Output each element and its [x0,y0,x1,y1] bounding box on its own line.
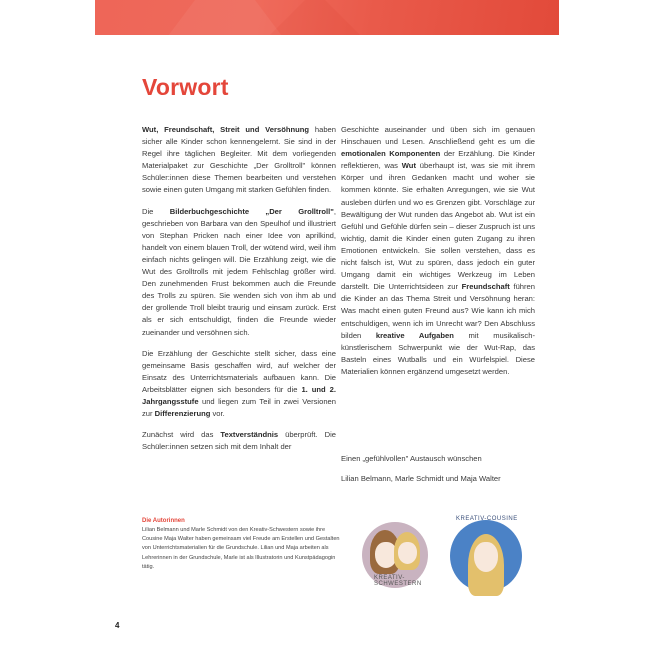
authors-heading: Die Autorinnen [142,518,185,524]
sisters-label: KREATIV-SCHWESTERN [374,575,422,587]
paragraph-intro [142,124,336,197]
paragraph-text: Geschichte auseinander und üben sich im genauen Hinschauen und Lesen. Anschließend geht es um die [341,125,535,147]
banner-pattern [265,0,365,35]
bold-text: Textverständnis [220,430,279,440]
bold-text: Wut [401,161,416,171]
bold-text: Wut, Freundschaft, Streit und Versöhnung [142,125,310,134]
closing-greeting: Einen „gefühlvollen" Austausch wünschen [341,454,482,463]
paragraph-continuation [341,124,535,378]
page-title: Vorwort [142,74,229,100]
paragraph-text: der Erzählung. Die Kinder reflektieren, was [341,149,535,171]
face-shape [474,542,498,572]
authors-info-box [142,517,344,572]
paragraph-text: vor. [210,409,225,419]
left-column [142,124,336,462]
paragraph-text: überprüft. Die Schüler:innen setzen sich mit dem Inhalt der [142,430,336,452]
bold-text: Differenzierung [154,409,211,419]
paragraph-text: haben sicher alle Kinder schon kennengelernt. Sie sind in der Regel ihre täglichen Begleiter. Mit dem vorliegenden Materialpaket zur Geschichte „Der Grolltroll" können Schüler:innen diese Themen bearbeiten und verstehen sowie einen guten Umgang mit starken Gefühlen finden. [142,125,336,195]
bold-text: emotionalen Komponenten [341,149,441,159]
paragraph-text: führen die Kinder an das Thema Streit und Versöhnung heran: Was macht einen guten Freund aus? Wie kann ich mich entschuldigen, wenn ich im Unrecht war? Den Abschluss bilden [341,282,535,340]
cousine-label: KREATIV-COUSINE [456,516,518,522]
closing-signature: Lilian Belmann, Marle Schmidt und Maja Walter [341,474,501,483]
paragraph-text: und liegen zum Teil in zwei Versionen zur [142,396,336,419]
paragraph-worksheets [142,348,336,421]
paragraph-comprehension [142,429,336,453]
paragraph-text: überhaupt ist, was sie mit ihrem Körper und ihren Gedanken macht und woher sie kommen könnte. Sie erhalten Anregungen, wie sie Wut ausleben dürfen und wo es Grenzen gibt. Vorschläge zur Bewältigung der Wut runden das Angebot ab. Wut ist ein Gefühl und Gefühle dürfen sein – dieser Zuspruch ist uns wichtig, damit die Kinder einen guten Zugang zu ihren Emotionen entwickeln. Sie sollen verstehen, dass es nicht falsch ist, Wut zu spüren, dass jedoch ein guter Umgang damit ein wichtiges Werkzeug im Leben darstellt. Die Unterrichtsideen zur [341,161,535,292]
page-number: 4 [115,621,120,630]
bold-text: Bilderbuchgeschichte „Der Grolltroll" [169,206,334,216]
header-banner [95,0,559,35]
face-shape [398,542,417,564]
paragraph-text: Zunächst wird das [142,430,221,440]
bold-text: Freundschaft [461,282,510,292]
paragraph-text: , geschrieben von Barbara van den Speulhof und illustriert von Stephan Pricken nach einer Idee von aprilkind, handelt von einem blauen Troll, der wütend wird, weil ihm einfach nichts gelingen will. Die Erzählung zeigt, wie die Wut des Grolltrolls mit jedem Fehlschlag größer wird. Den zunehmenden Frust bekommen auch die Freunde des Trolls zu spüren. Sie wenden sich von ihm ab und der grollende Troll bleibt traurig und einsam zurück. Erst als er sich entschuldigt, finden die Freunde wieder zueinander und versöhnen sich. [142,206,336,337]
paragraph-text: Die [142,206,170,216]
sisters-illustration [362,522,428,588]
bold-text: kreative Aufgaben [375,330,454,340]
authors-text: Lilian Belmann und Marle Schmidt von den Kreativ-Schwestern sowie ihre Cousine Maja Walter haben gemeinsam viel Freude am Erstellen und Gestalten von Unterrichtsmaterialien für die Grundschule. Lilian und Maja arbeiten als Lehrerinnen in der Grundschule, Marle ist als Illustratorin und Kunstpädagogin tätig. [142,527,340,570]
paragraph-text: mit musikalisch-künstlerischem Schwerpunkt wie der Wut-Rap, das Basteln eines Wutballs und ein Würfelspiel. Diese Materialien können ergänzend umgesetzt werden. [341,330,535,376]
cousine-illustration [450,516,522,592]
paragraph-story [142,206,336,339]
right-column [341,124,535,387]
paragraph-text: Die Erzählung der Geschichte stellt sicher, dass eine gemeinsame Basis geschaffen wird, auf welcher der Einsatz des Unterrichtsmaterials aufbauen kann. Die Arbeitsblätter eignen sich besonders für die [142,348,336,394]
bold-text: 1. und 2. Jahrgangsstufe [142,384,336,406]
